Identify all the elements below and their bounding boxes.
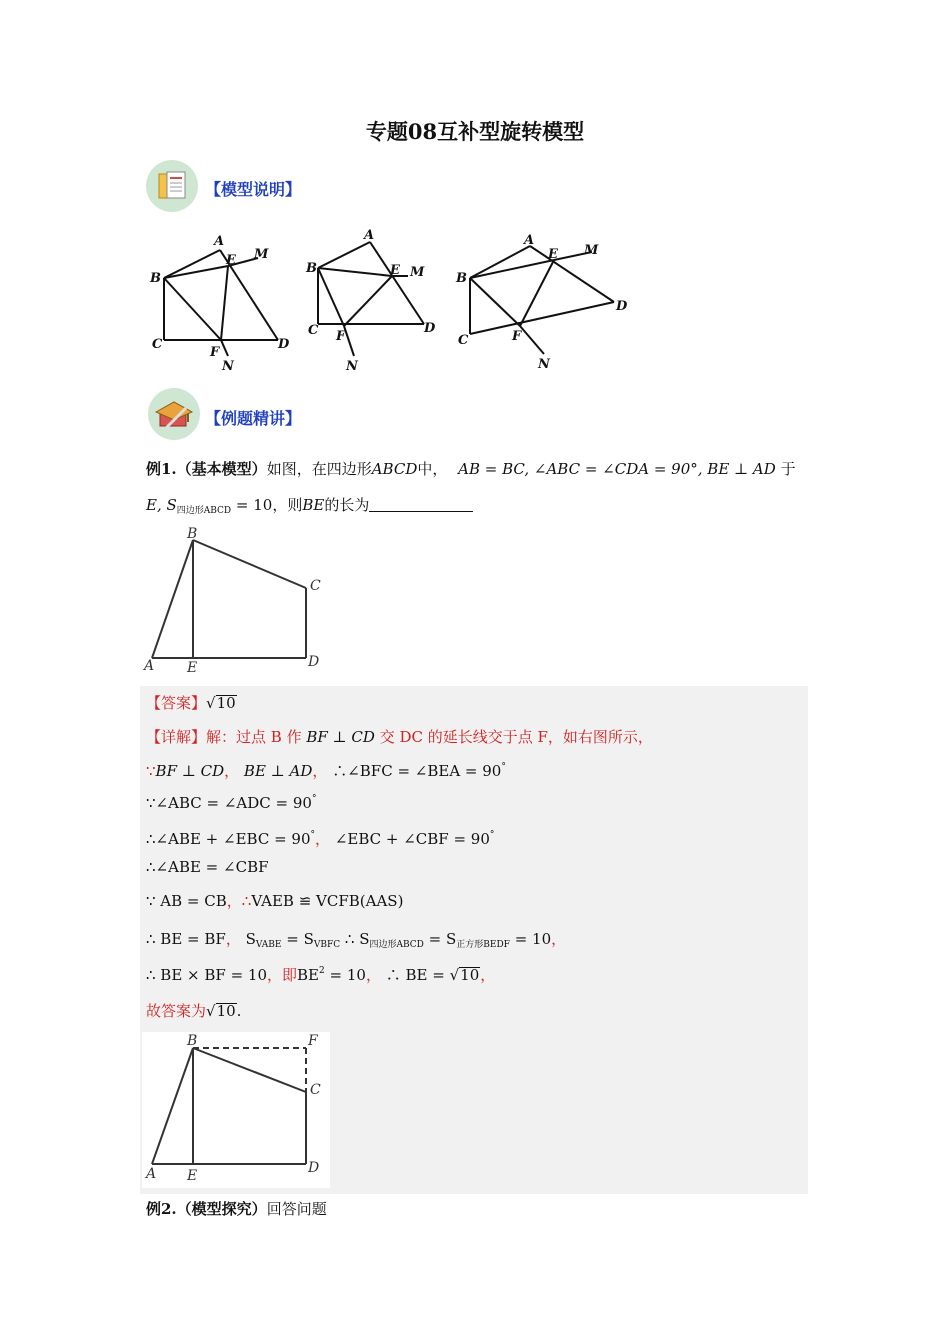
detail-l8f: ∴ BE =	[385, 966, 450, 984]
label-B-1: B	[150, 271, 161, 286]
label-M-3: M	[584, 243, 599, 258]
detail-l2b: BF ⊥ CD	[155, 762, 225, 780]
detail-line3	[146, 794, 316, 812]
detail-l6b: ，∴	[226, 892, 252, 910]
detail-l1c: 交 DC 的延长线交于点 F，如右图所示，	[379, 728, 653, 746]
label-B-2: B	[306, 261, 317, 276]
sol-label-B: B	[187, 1033, 198, 1049]
ex1-label-A: A	[144, 658, 155, 674]
detail-l4a: ∴∠ABE + ∠EBC = 90	[146, 830, 311, 848]
detail-line4	[146, 828, 494, 849]
detail-l8g: ，	[480, 966, 496, 984]
label-C-2: C	[308, 323, 319, 338]
answer-label: 【答案】	[146, 694, 207, 712]
detail-l1b: BF ⊥ CD	[306, 728, 375, 746]
detail-line7	[146, 928, 566, 950]
detail-l2e: ，	[312, 762, 328, 780]
sol-label-F: F	[308, 1033, 318, 1049]
ex1-label-C: C	[310, 578, 321, 594]
example1-line2	[146, 494, 473, 516]
label-E-2: E	[390, 263, 400, 278]
example1-quad: ABCD	[371, 460, 418, 478]
example1-text1: 如图，在四边形	[266, 460, 372, 478]
ex1-label-B: B	[187, 526, 198, 542]
detail-l3sup: °	[311, 794, 317, 804]
detail-l6a: ∵ AB = CB	[146, 892, 227, 910]
label-D-2: D	[424, 321, 436, 336]
detail-l7h: ，	[551, 930, 567, 948]
document-icon	[146, 160, 198, 212]
detail-l7c: S	[245, 930, 256, 948]
detail-l2d: BE ⊥ AD	[243, 762, 313, 780]
example1-text2: 中，	[417, 460, 448, 478]
detail-l7f-sub: 正方形BEDF	[456, 940, 510, 950]
label-M-1: M	[254, 247, 269, 262]
detail-l4b: ，	[315, 830, 331, 848]
detail-l3: ∵∠ABC = ∠ADC = 90	[146, 794, 312, 812]
label-A-1: A	[214, 234, 225, 249]
sol-label-C: C	[310, 1082, 321, 1098]
detail-line2	[146, 760, 506, 781]
label-F-3: F	[512, 329, 522, 344]
label-C-3: C	[458, 333, 469, 348]
example1-area-sub: 四边形ABCD	[176, 506, 232, 516]
answer-line: 【答案】√10	[146, 694, 236, 712]
detail-l7e-sub: 四边形ABCD	[369, 940, 424, 950]
label-N-2: N	[346, 359, 358, 374]
example1-text3: 于	[780, 460, 796, 478]
detail-l8d: = 10	[324, 966, 366, 984]
detail-l6c: VAEB ≌ VCFB(AAS)	[251, 892, 404, 910]
example1-then: ，则	[272, 496, 303, 514]
detail-l2c: ，	[224, 762, 240, 780]
detail-l8b: ，即	[267, 966, 298, 984]
detail-l4c: ∠EBC + ∠CBF = 90	[334, 830, 490, 848]
detail-line5	[146, 858, 269, 876]
label-A-2: A	[364, 228, 375, 243]
example2-text: 回答问题	[266, 1200, 327, 1218]
sol-label-E: E	[187, 1168, 198, 1184]
detail-l8c: BE	[297, 966, 320, 984]
section-label-examples: 【例题精讲】	[205, 409, 302, 428]
example1-figure	[140, 524, 330, 684]
detail-line6	[146, 890, 403, 911]
label-A-3: A	[524, 233, 535, 248]
detail-l8sup: 2	[319, 966, 325, 976]
example2-prefix: 例2.	[146, 1200, 177, 1218]
example1-area-eq: = 10	[231, 496, 273, 514]
ex1-label-E: E	[187, 660, 198, 676]
detail-l7g: = 10	[509, 930, 552, 948]
label-F-2: F	[336, 329, 346, 344]
solution-figure	[142, 1032, 330, 1188]
graduation-cap-icon	[148, 388, 200, 440]
example1-BE: BE	[302, 496, 325, 514]
label-N-1: N	[222, 359, 234, 374]
example1-tag: （基本模型）	[176, 460, 267, 478]
detail-l8a: ∴ BE × BF = 10	[146, 966, 268, 984]
example1-E-S: E, S	[146, 496, 177, 514]
label-N-3: N	[538, 357, 550, 372]
label-B-3: B	[456, 271, 467, 286]
detail-l7c-sub: VABE	[255, 940, 282, 950]
example1-prefix: 例1.	[146, 460, 177, 478]
model-figures	[146, 228, 646, 380]
detail-l9b: .	[236, 1002, 242, 1020]
answer-blank	[369, 497, 473, 512]
label-D-3: D	[616, 299, 628, 314]
example2-line	[146, 1198, 327, 1219]
detail-l7f: = S	[423, 930, 457, 948]
detail-l7e: ∴ S	[344, 930, 370, 948]
detail-l1a: 解：过点 B 作	[206, 728, 302, 746]
detail-l7a: ∴ BE = BF	[146, 930, 226, 948]
sol-label-A: A	[146, 1166, 157, 1182]
answer-value: 10	[216, 694, 236, 712]
detail-l9sqrt: 10	[216, 1002, 236, 1020]
label-E-1: E	[226, 253, 236, 268]
detail-label: 【详解】	[146, 728, 207, 746]
label-C-1: C	[152, 337, 163, 352]
detail-l5: ∴∠ABE = ∠CBF	[146, 858, 269, 876]
detail-l8e: ，	[365, 966, 381, 984]
example1-length: 的长为	[324, 496, 370, 514]
detail-line1	[146, 726, 653, 747]
detail-line8: ∴ BE × BF = 10，即$BE^2 = 10$， ∴ BE = √10，	[146, 966, 496, 984]
detail-line9: 故答案为√10.	[146, 1002, 242, 1020]
label-D-1: D	[278, 337, 290, 352]
ex1-label-D: D	[308, 654, 320, 670]
page-title: 专题08互补型旋转模型	[365, 119, 585, 144]
detail-l7d-sub: VBFC	[313, 940, 341, 950]
label-E-3: E	[548, 247, 558, 262]
label-M-2: M	[410, 265, 425, 280]
detail-l8sqrt: 10	[460, 966, 480, 984]
detail-l9a: 故答案为	[146, 1002, 207, 1020]
example1-condition: AB = BC, ∠ABC = ∠CDA = 90°, BE ⊥ AD	[458, 460, 776, 478]
detail-l4sup: °	[310, 830, 316, 840]
detail-l4sup2: °	[489, 830, 495, 840]
detail-l2f: ∴∠BFC = ∠BEA = 90	[332, 762, 502, 780]
label-F-1: F	[210, 345, 220, 360]
detail-l2sup: °	[501, 762, 506, 772]
example1-line1	[146, 458, 796, 479]
detail-l2a: ∵	[146, 762, 156, 780]
example2-tag: （模型探究）	[176, 1200, 267, 1218]
detail-l7b: ，	[225, 930, 241, 948]
detail-l7d: = S	[281, 930, 314, 948]
sol-label-D: D	[308, 1160, 320, 1176]
section-label-model: 【模型说明】	[205, 180, 302, 199]
